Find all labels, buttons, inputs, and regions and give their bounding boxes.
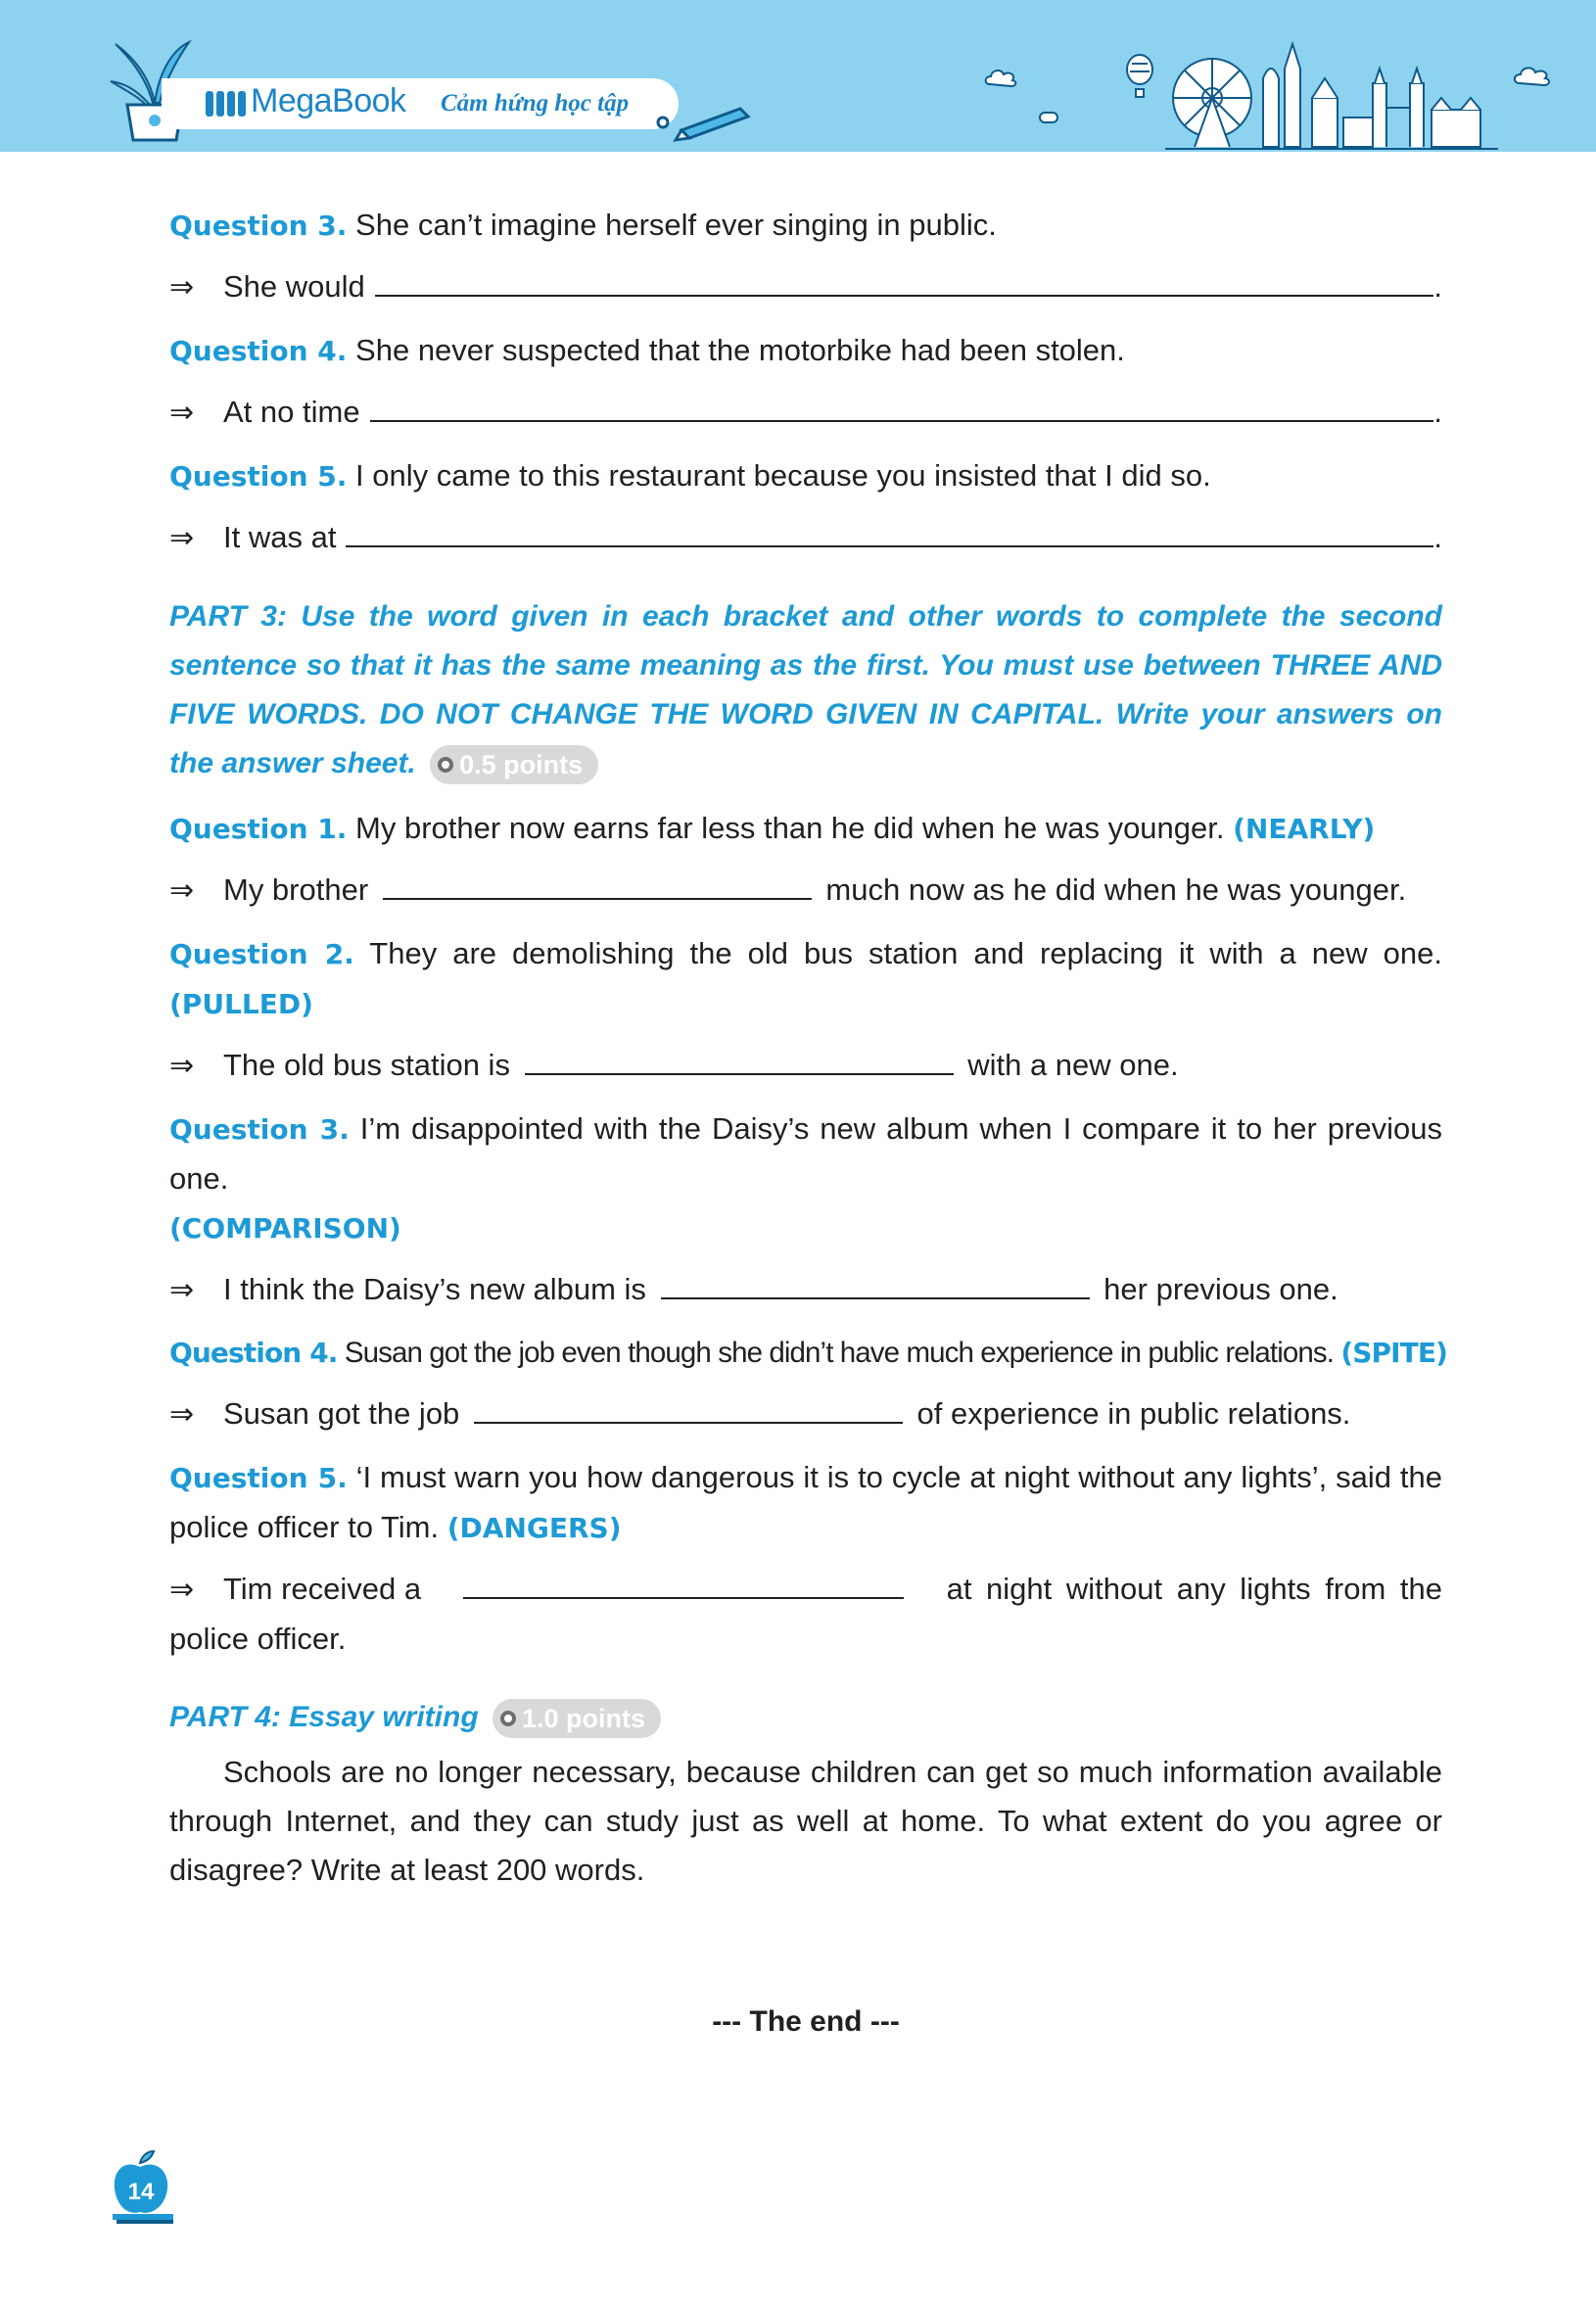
brand-slogan: Cảm hứng học tập — [441, 90, 630, 117]
brand-name: MegaBook — [251, 82, 406, 119]
part3-instruction — [169, 592, 1442, 788]
question-label: Question 4. — [169, 335, 348, 367]
answer-line — [169, 1265, 1442, 1315]
cloud-icon — [1513, 64, 1552, 87]
city-skyline-icon — [1165, 39, 1498, 152]
answer-line-row — [169, 1565, 1442, 1615]
question-item — [169, 1453, 1442, 1553]
answer-prompt: She would — [223, 269, 365, 304]
arrow-icon: ⇒ — [169, 522, 195, 554]
arrow-icon: ⇒ — [169, 1574, 195, 1606]
question-text: She can’t imagine herself ever singing in public. — [355, 208, 997, 242]
question-item — [169, 326, 1442, 376]
points-badge — [493, 1699, 661, 1738]
answer-line — [169, 262, 1442, 312]
sentence-end: . — [1433, 269, 1442, 304]
badge-dot-icon — [438, 757, 453, 773]
page-header — [0, 0, 1596, 152]
points-text: 1.0 points — [522, 1704, 646, 1734]
question-text: Susan got the job even though she didn’t have much experience in public relations. — [344, 1337, 1335, 1369]
answer-after: with a new one. — [967, 1048, 1179, 1082]
question-label: Question 3. — [169, 1113, 350, 1146]
question-item — [169, 804, 1442, 854]
arrow-icon: ⇒ — [169, 397, 195, 429]
keyword: (NEARLY) — [1233, 813, 1376, 845]
arrow-icon: ⇒ — [169, 874, 195, 907]
answer-blank[interactable] — [463, 1568, 904, 1599]
answer-prompt: At no time — [223, 395, 360, 429]
page-content — [169, 201, 1447, 2076]
question-text: They are demolishing the old bus station and replacing it with a new one. — [369, 936, 1443, 970]
answer-after: much now as he did when he was younger. — [825, 872, 1407, 907]
question-text: ‘I must warn you how dangerous it is to cycle at night without any lights’, said the police officer to Tim. — [169, 1460, 1442, 1544]
answer-blank[interactable] — [525, 1044, 954, 1075]
part4-title-text: PART 4: Essay writing — [169, 1701, 479, 1733]
question-text: I only came to this restaurant because you insisted that I did so. — [355, 458, 1211, 493]
question-item — [169, 201, 1442, 251]
keyword: (COMPARISON) — [169, 1212, 401, 1245]
part2-tail — [169, 201, 1442, 563]
arrow-icon: ⇒ — [169, 1274, 195, 1306]
answer-line — [169, 1041, 1442, 1091]
question-label: Question 5. — [169, 460, 348, 493]
answer-before: The old bus station is — [223, 1048, 510, 1082]
answer-blank[interactable] — [346, 516, 1433, 547]
answer-before-group — [169, 1565, 421, 1615]
question-text: My brother now earns far less than he did when he was younger. — [355, 811, 1225, 845]
answer-line — [169, 866, 1442, 916]
pencil-icon — [654, 103, 752, 142]
arrow-icon: ⇒ — [169, 1050, 195, 1082]
keyword: (DANGERS) — [446, 1512, 622, 1544]
answer-line — [169, 1565, 1442, 1664]
part3-instruction-text: PART 3: Use the word given in each bracket and other words to complete the second sentence so that it has the same meaning as the first. You must use between THREE AND FIVE WORDS. DO NOT CHANGE THE WORD GIVEN IN CAPITAL. Write your answers on the answer sheet. — [169, 600, 1442, 779]
question-item — [169, 451, 1442, 501]
part3-section — [169, 592, 1447, 1664]
question-label: Question 5. — [169, 1462, 348, 1494]
question-label: Question 3. — [169, 210, 348, 242]
badge-dot-icon — [500, 1711, 516, 1726]
answer-after: at night without any lights from the — [946, 1572, 1442, 1606]
page-number — [111, 2149, 179, 2228]
question-label: Question 4. — [169, 1337, 338, 1369]
answer-line — [169, 388, 1442, 438]
end-text: --- The end --- — [712, 2005, 900, 2038]
cloud-icon — [984, 67, 1019, 88]
arrow-icon: ⇒ — [169, 1398, 195, 1431]
question-text: I’m disappointed with the Daisy’s new album when I compare it to her previous one. — [169, 1111, 1442, 1196]
answer-blank[interactable] — [661, 1268, 1090, 1299]
answer-line — [169, 1389, 1442, 1439]
question-item — [169, 929, 1442, 1029]
answer-blank[interactable] — [370, 391, 1434, 422]
question-text: She never suspected that the motorbike had been stolen. — [355, 333, 1125, 367]
question-label: Question 2. — [169, 938, 354, 970]
points-badge — [430, 745, 598, 784]
part4-section — [169, 1693, 1442, 1895]
answer-prompt: It was at — [223, 520, 337, 554]
answer-before: Susan got the job — [223, 1396, 460, 1431]
page-number-text: 14 — [127, 2179, 155, 2205]
essay-prompt: Schools are no longer necessary, because children can get so much information available through Internet, and they can study just as well at home. To what extent do you agree or disagree? Write at least 200 words. — [169, 1755, 1442, 1887]
answer-before: Tim received a — [223, 1572, 422, 1606]
answer-before: I think the Daisy’s new album is — [223, 1272, 646, 1306]
sentence-end: . — [1433, 395, 1442, 429]
question-item — [169, 1105, 1442, 1253]
megabook-logo-icon — [206, 89, 247, 118]
answer-blank[interactable] — [474, 1392, 903, 1424]
question-item — [169, 1329, 1447, 1378]
keyword: (PULLED) — [169, 988, 313, 1020]
answer-before: My brother — [223, 872, 369, 907]
question-label: Question 1. — [169, 813, 348, 845]
hot-air-balloon-icon — [1124, 54, 1155, 103]
answer-line — [169, 513, 1442, 563]
answer-after-cont: police officer. — [169, 1622, 347, 1656]
answer-blank[interactable] — [375, 265, 1434, 297]
answer-blank[interactable] — [383, 869, 812, 900]
sentence-end: . — [1433, 520, 1442, 554]
keyword: (SPITE) — [1340, 1337, 1447, 1369]
points-text: 0.5 points — [459, 750, 584, 780]
cloud-icon — [1038, 111, 1059, 124]
answer-after: her previous one. — [1103, 1272, 1338, 1306]
answer-after: of experience in public relations. — [916, 1396, 1351, 1431]
arrow-icon: ⇒ — [169, 271, 195, 304]
part4-title — [169, 1693, 1442, 1742]
